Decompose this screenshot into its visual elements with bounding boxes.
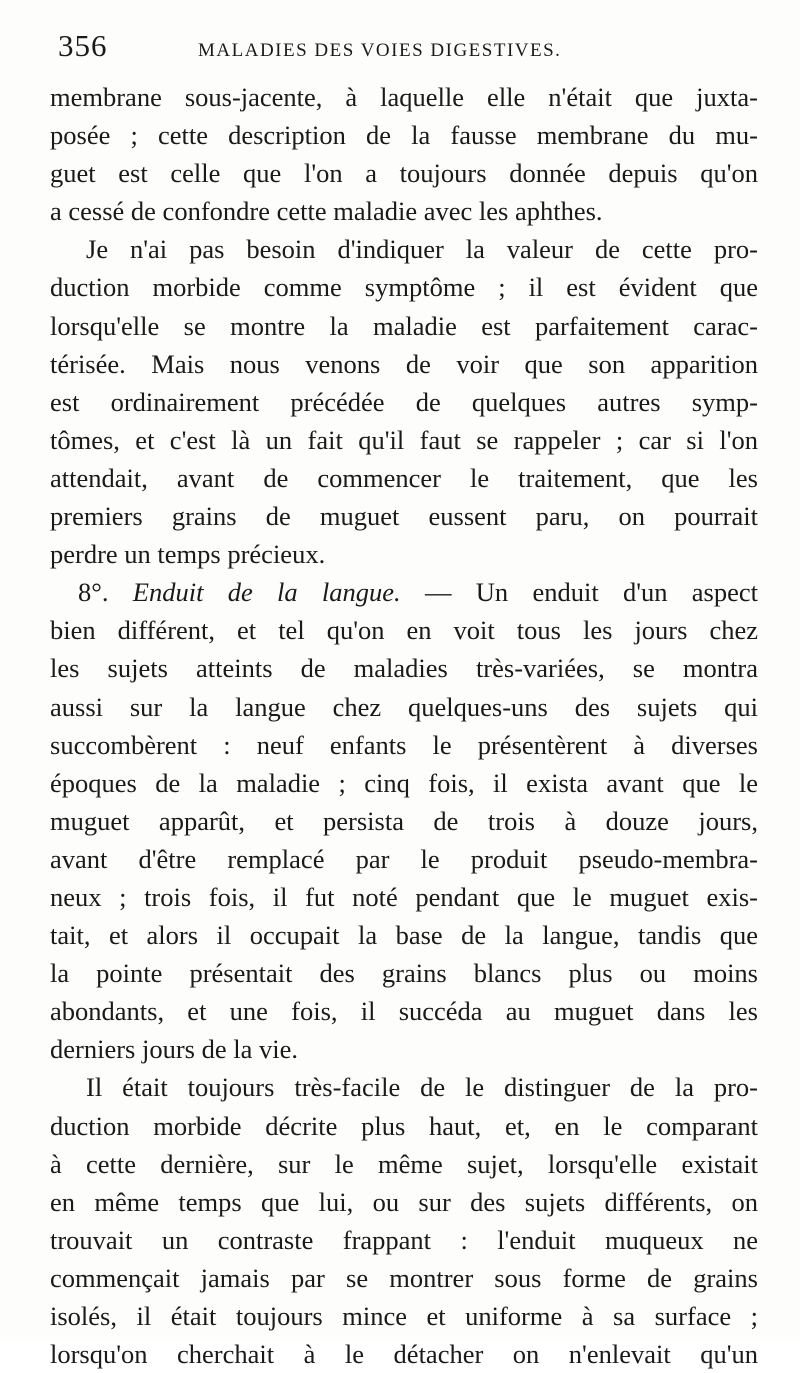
text-line: est ordinairement précédée de quelques autres symp- — [50, 386, 758, 417]
text-line: attendait, avant de commencer le traitement, que les — [50, 462, 758, 493]
text-line: en même temps que lui, ou sur des sujets différents, on — [50, 1186, 758, 1217]
text-line: muguet apparût, et persista de trois à douze jours, — [50, 805, 758, 836]
text-line: avant d'être remplacé par le produit pseudo-membra- — [50, 843, 758, 874]
text-line: membrane sous-jacente, à laquelle elle n'était que juxta- — [50, 82, 758, 112]
text-line: posée ; cette description de la fausse membrane du mu- — [50, 120, 758, 151]
page-number: 356 — [58, 28, 108, 63]
text-line: tait, et alors il occupait la base de la langue, tandis que — [50, 920, 758, 951]
text-line: aussi sur la langue chez quelques-uns des sujets qui — [50, 691, 758, 722]
paragraph-start-line: Je n'ai pas besoin d'indiquer la valeur de cette pro- — [86, 234, 758, 265]
text-line: a cessé de confondre cette maladie avec les aphthes. — [50, 196, 603, 227]
text-line: époques de la maladie ; cinq fois, il exista avant que le — [50, 767, 758, 798]
text-line: à cette dernière, sur le même sujet, lorsqu'elle existait — [50, 1148, 758, 1179]
text-line: isolés, il était toujours mince et uniforme à sa surface ; — [50, 1301, 758, 1331]
text-line: neux ; trois fois, il fut noté pendant que le muguet exis- — [50, 881, 758, 912]
text-line: abondants, et une fois, il succéda au muguet dans les — [50, 996, 758, 1027]
text-line: succombèrent : neuf enfants le présentèrent à diverses — [50, 729, 758, 760]
running-head: MALADIES DES VOIES DIGESTIVES. — [198, 40, 562, 61]
text-line: bien différent, et tel qu'on en voit tous les jours chez — [50, 615, 758, 646]
text-line: premiers grains de muguet eussent paru, on pourrait — [50, 501, 758, 532]
section-heading-rest: — Un enduit d'un aspect — [400, 577, 758, 608]
section-title: Enduit de la langue. — [132, 577, 401, 608]
text-line: derniers jours de la vie. — [50, 1034, 298, 1065]
text-line: lorsqu'on cherchait à le détacher on n'enlevait qu'un — [50, 1339, 758, 1370]
text-line: duction morbide comme symptôme ; il est évident que — [50, 272, 758, 303]
section-number: 8°. — [78, 577, 109, 608]
text-line: lorsqu'elle se montre la maladie est parfaitement carac- — [50, 310, 758, 341]
section-heading-line — [50, 573, 758, 611]
paragraph-start-line: Il était toujours très-facile de le distinguer de la pro- — [86, 1072, 758, 1103]
text-line: commençait jamais par se montrer sous forme de grains — [50, 1262, 758, 1293]
text-line: la pointe présentait des grains blancs plus ou moins — [50, 958, 758, 989]
text-line: trouvait un contraste frappant : l'enduit muqueux ne — [50, 1224, 758, 1255]
text-line: les sujets atteints de maladies très-variées, se montra — [50, 653, 758, 684]
text-line: duction morbide décrite plus haut, et, en le comparant — [50, 1110, 758, 1141]
text-line: perdre un temps précieux. — [50, 539, 326, 570]
text-line: térisée. Mais nous venons de voir que son apparition — [50, 348, 758, 379]
body-text — [50, 78, 758, 1373]
text-line: tômes, et c'est là un fait qu'il faut se rappeler ; car si l'on — [50, 424, 758, 455]
page-header — [58, 28, 758, 78]
text-line: guet est celle que l'on a toujours donnée depuis qu'on — [50, 158, 758, 189]
